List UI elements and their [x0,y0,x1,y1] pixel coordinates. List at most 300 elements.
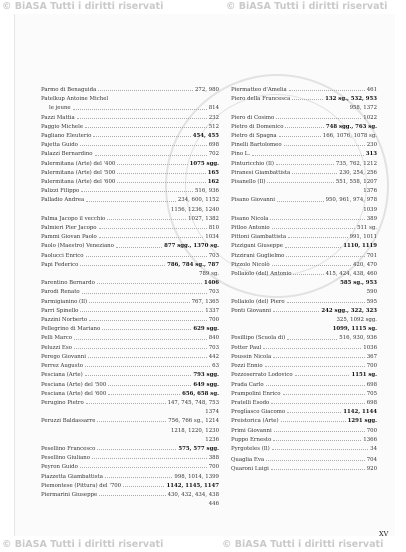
entry-name: Pajetta Guido [41,142,78,149]
entry-name: Peruzzi Baldassarre [41,418,96,425]
index-entry [231,445,377,454]
entry-pages: 704 [366,457,377,464]
index-entry [41,288,219,297]
entry-pages: 242 sgg., 322, 323 [321,307,377,314]
entry-name: Posillipo (Scuola di) [231,335,286,342]
entry-pages: 420, 470 [352,261,377,268]
dot-leader [80,311,203,312]
entry-pages: 132 sg., 532, 953 [325,96,377,103]
dot-leader [293,274,323,275]
index-entry [41,86,219,95]
entry-name: Palmieri Pier Jacopo [41,225,97,232]
index-entry [41,463,219,472]
entry-pages: 703 [208,289,219,296]
entry-name: Palermitana (Arte) del '500 [41,169,116,176]
entry-pages: 232 [208,114,219,121]
index-entry [41,242,219,251]
dot-leader [97,421,166,422]
entry-pages: 166, 1076, 1078 sg. [322,133,377,140]
entry-pages: 595 [366,298,377,305]
entry-pages: 63 [212,363,219,370]
dot-leader [252,155,364,156]
entry-name: Palermitana (Arte) del '600 [41,179,116,186]
index-entry [231,316,377,325]
entry-pages: 629 sgg. [193,326,219,333]
dot-leader [117,182,205,183]
dot-leader [89,302,189,303]
index-entry [231,334,377,343]
entry-pages: 575, 577 sgg. [178,445,219,452]
index-entry [41,206,219,215]
entry-pages: 958, 1372 [349,105,377,112]
index-entry [41,500,219,509]
index-entry [41,150,219,159]
entry-pages: 991, 1011 [349,234,377,241]
entry-name: Preistorica (Arte) [231,418,279,425]
dot-leader [99,495,165,496]
dot-leader [123,486,164,487]
dot-leader [287,302,365,303]
index-entry [41,252,219,261]
entry-pages: 1142, 1144 [343,409,377,416]
index-entry [41,371,219,380]
entry-pages: 272, 980 [194,87,219,93]
dot-leader [99,228,207,229]
entry-name: Pazzi Mattia [41,114,75,121]
entry-name: Pelli Marco [41,335,73,342]
index-entry [231,456,377,465]
dot-leader [108,385,191,386]
entry-pages: 998, 1014, 1399 [174,473,219,480]
entry-pages: 516, 930, 936 [339,335,377,342]
dot-leader [81,191,193,192]
index-entry [231,344,377,353]
entry-name: Piemontese (Pittura) del '700 [41,482,122,489]
index-entry [41,454,219,463]
entry-pages: 415, 424, 438, 460 [325,271,377,278]
dot-leader [102,329,191,330]
entry-name: Perrez Augusto [41,363,83,370]
entry-pages: 367 [366,353,377,360]
dot-leader [86,403,166,404]
dot-leader [74,348,207,349]
index-entry [231,141,377,150]
entry-pages: 1075 sgg. [189,160,219,167]
entry-pages: 748 sgg., 763 sg. [325,123,377,130]
entry-name: Pesciana (Arte) [41,372,83,379]
entry-name: Pittoni Giambattista [231,234,287,241]
entry-name: Pesciana (Arte) del '600 [41,390,107,397]
entry-name: Perugino Pietro [41,399,84,406]
watermark-text: © BiASA Tutti i diritti riservati [222,539,384,550]
entry-name: Pesellino Francesco [41,445,96,452]
dot-leader [82,293,207,294]
dot-leader [92,458,207,459]
entry-name: Quaglia Eva [231,457,265,464]
entry-name: Puppo Ernesto [231,436,272,443]
entry-name: Pietro di Domenico [231,123,284,130]
entry-pages: 1366 [363,436,377,443]
dot-leader [105,477,172,478]
book-page [14,14,395,536]
index-entry [41,298,219,307]
entry-pages: 389 [366,215,377,222]
dot-leader [266,385,365,386]
index-entry [41,114,219,123]
dot-leader [292,173,337,174]
index-entry [41,95,219,104]
index-entry [231,390,377,399]
entry-pages: 703 [208,252,219,259]
dot-leader [272,449,368,450]
entry-name: Pinelli Bartolomeo [231,142,282,149]
entry-pages: 430, 432, 434, 438 [167,491,219,498]
index-entry [231,242,377,251]
dot-leader [97,449,176,450]
index-entry [41,427,219,436]
entry-pages: 703 [208,344,219,351]
index-entry [231,325,377,334]
entry-pages: 551, 558, 1207 [335,179,377,186]
dot-leader [85,375,192,376]
entry-name: Parentino Bernardo [41,280,95,287]
index-entry [41,104,219,113]
entry-name: Paolo (Maestro) Veneziano [41,243,114,250]
entry-pages: 461 [366,87,377,93]
entry-name: Poussin Nicola [231,353,272,360]
index-entry [41,224,219,233]
index-entry [231,408,377,417]
entry-name: Palma Jacopo il vecchio [41,215,106,222]
index-entry [41,160,219,169]
dot-leader [272,265,351,266]
dot-leader [117,173,205,174]
entry-name: Parri Spinello [41,307,79,314]
index-entry [41,482,219,491]
dot-leader [272,228,355,229]
index-entry [231,187,377,196]
index-entry [231,279,377,288]
entry-name: Patelkup Antoine Michel [41,96,109,103]
entry-pages: 700 [208,317,219,324]
entry-name: Perego Giovanni [41,353,86,360]
index-entry [41,334,219,343]
entry-pages: 756, 766 sg., 1214 [168,418,219,425]
index-entry [41,187,219,196]
dot-leader [274,431,365,432]
dot-leader [86,256,207,257]
entry-pages: 700 [366,363,377,370]
index-entry [231,196,377,205]
entry-pages: 512 [208,123,219,130]
entry-name: Piazzetta Giambattista [41,473,103,480]
entry-pages: 511 sg. [357,225,377,232]
dot-leader [281,421,346,422]
index-entry [41,381,219,390]
entry-name: Primi Giovanni [231,427,272,434]
index-entry [231,160,377,169]
index-entry [231,353,377,362]
entry-name: Pisanello (Il) [231,179,266,186]
entry-pages: 786, 784 sg., 787 [167,261,219,268]
entry-pages: 789 sg. [199,271,219,278]
index-entry [231,261,377,270]
entry-name: Palladio Andrea [41,197,85,204]
index-entry [41,261,219,270]
index-entry [231,362,377,371]
entry-name: le jeune [49,105,71,112]
entry-pages: 585 sg., 953 [340,280,377,287]
dot-leader [270,219,364,220]
index-column-right [231,86,377,475]
entry-name: Paolucci Enrico [41,252,84,259]
dot-leader [271,403,364,404]
index-entry [231,233,377,242]
index-entry [41,353,219,362]
index-entry [231,399,377,408]
entry-pages: 840 [208,335,219,342]
dot-leader [98,90,193,91]
index-entry [231,427,377,436]
index-entry [41,169,219,178]
entry-pages: 1406 [203,280,219,287]
entry-name: Prada Carlo [231,381,264,388]
entry-name: Pratelli Esodo [231,399,270,406]
index-entry [231,150,377,159]
dot-leader [93,136,190,137]
index-entry [41,270,219,279]
dot-leader [284,145,365,146]
entry-pages: 1151 sg. [351,372,377,379]
dot-leader [77,118,207,119]
entry-pages: 735, 762, 1212 [335,160,377,167]
dot-leader [285,127,323,128]
index-column-left [41,86,219,509]
index-entry [41,408,219,417]
entry-name: Pisano Giovanni [231,197,275,204]
watermark-top [0,1,406,13]
index-entry [41,215,219,224]
entry-name: Piermatteo d'Amelia [231,87,287,93]
entry-name: Pollaiolo (del) Antonio [231,271,292,278]
dot-leader [287,412,341,413]
index-entry [231,417,377,426]
entry-pages: 1156, 1236, 1240 [170,206,219,213]
entry-pages: 1374 [205,409,219,416]
dot-leader [283,394,365,395]
entry-pages: 1110, 1119 [343,243,377,250]
entry-name: Ponti Giovanni [231,307,271,314]
index-entry [231,465,377,474]
entry-pages: 698 [366,381,377,388]
dot-leader [80,467,207,468]
dot-leader [289,90,365,91]
entry-name: Pitloo Antonio [231,225,270,232]
index-entry [41,390,219,399]
entry-pages: 1022 [363,114,377,121]
dot-leader [273,311,319,312]
index-entry [41,233,219,242]
entry-pages: 1034 [205,234,219,241]
index-entry [231,169,377,178]
index-entry [41,362,219,371]
index-entry [41,473,219,482]
entry-name: Parodi Renato [41,289,80,296]
dot-leader [86,201,176,202]
entry-name: Pollaiolo (del) Piero [231,298,285,305]
entry-pages: 793 sgg. [193,372,219,379]
entry-pages: 700 [208,464,219,471]
index-entry [231,436,377,445]
entry-name: Pyrgoteles (Il) [231,445,270,452]
entry-pages: 234, 600, 1152 [177,197,219,204]
entry-name: Paggio Michele [41,123,84,130]
index-entry [231,178,377,187]
entry-pages: 1236 [205,436,219,443]
entry-name: Pizzolo Nicolò [231,261,270,268]
index-entry [41,307,219,316]
entry-pages: 698 [208,142,219,149]
dot-leader [285,247,341,248]
entry-name: Peluzzi Eso [41,344,72,351]
index-entry [231,86,377,95]
entry-name: Pesellino Giuliano [41,455,91,462]
entry-pages: 34 [370,445,377,452]
dot-leader [288,237,348,238]
entry-name: Pozzi Ennio [231,363,263,370]
index-entry [41,196,219,205]
entry-pages: 767, 1365 [191,298,219,305]
entry-pages: 162 [207,179,219,186]
entry-pages: 230 [366,142,377,149]
watermark-bottom [0,539,406,551]
dot-leader [263,348,361,349]
index-entry [41,417,219,426]
dot-leader [108,394,180,395]
entry-pages: 1291 sgg. [347,418,377,425]
entry-name: Prampolini Enrico [231,390,281,397]
entry-name: Palizzi Filippo [41,188,80,195]
dot-leader [273,440,361,441]
index-entry [41,399,219,408]
entry-pages: 656, 658 sg. [182,390,219,397]
index-entry [231,95,377,104]
dot-leader [276,164,334,165]
entry-name: Piero della Francesca [231,96,291,103]
entry-pages: 702 [208,151,219,158]
index-entry [231,307,377,316]
index-entry [41,132,219,141]
index-entry [231,298,377,307]
entry-name: Pizzigani Giuseppe [231,243,283,250]
index-entry [41,344,219,353]
dot-leader [287,339,337,340]
entry-name: Pammi Giovan Paolo [41,234,97,241]
entry-pages: 700 [366,427,377,434]
dot-leader [267,182,333,183]
index-entry [41,178,219,187]
dot-leader [276,118,361,119]
dot-leader [273,357,364,358]
dot-leader [88,357,207,358]
index-entry [41,436,219,445]
entry-pages: 516, 936 [194,188,219,195]
dot-leader [89,320,207,321]
entry-name: Pesciana (Arte) del '500 [41,381,107,388]
entry-name: Quaroni Luigi [231,466,269,473]
index-entry [41,279,219,288]
entry-name: Pisano Nicola [231,215,269,222]
index-entry [231,288,377,297]
entry-name: Potter Paul [231,344,262,351]
dot-leader [292,99,323,100]
entry-pages: 1142, 1145, 1147 [166,482,219,489]
watermark-text: © BiASA Tutti i diritti riservati [2,1,164,12]
watermark-text: © BiASA Tutti i diritti riservati [2,539,164,550]
index-entry [231,123,377,132]
entry-name: Preglìasco Giacomo [231,409,286,416]
dot-leader [107,219,186,220]
dot-leader [116,247,162,248]
entry-pages: 446 [208,501,219,508]
entry-name: Parmigianino (Il) [41,298,88,305]
dot-leader [80,265,165,266]
watermark-text: © BiASA Tutti i diritti riservati [226,1,388,12]
entry-pages: 1218, 1220, 1230 [170,427,219,434]
entry-pages: 147, 745, 748, 753 [167,399,219,406]
entry-pages: 814 [208,105,219,112]
dot-leader [279,136,321,137]
entry-pages: 1036 [363,344,377,351]
entry-pages: 698 [366,399,377,406]
index-entry [231,381,377,390]
entry-pages: 920 [366,466,377,473]
entry-pages: 165 [207,169,219,176]
entry-pages: 877 sgg., 1370 sg. [164,243,219,250]
entry-name: Parmo di Benaguida [41,87,97,93]
entry-pages: 325, 1092 sgg. [336,317,377,324]
entry-pages: 649 sgg. [193,381,219,388]
dot-leader [95,155,207,156]
entry-name: Pinturicchio (Il) [231,160,275,167]
index-entry [41,325,219,334]
entry-pages: 701 [366,252,377,259]
index-entry [231,132,377,141]
dot-leader [85,127,207,128]
entry-name: Piranesi Giambattista [231,169,291,176]
index-entry [231,114,377,123]
index-entry [231,215,377,224]
index-entry [231,206,377,215]
dot-leader [74,339,207,340]
index-entry [41,445,219,454]
dot-leader [99,237,203,238]
entry-name: Pellegrino di Mariano [41,326,101,333]
dot-leader [271,469,365,470]
entry-name: Palermitana (Arte) del '400 [41,160,116,167]
dot-leader [295,375,350,376]
index-entry [231,224,377,233]
entry-pages: 1039 [363,206,377,213]
entry-name: Papi Federico [41,261,79,268]
dot-leader [80,145,207,146]
entry-name: Pizzirani Guglielmo [231,252,285,259]
entry-name: Pagliano Eleuterio [41,133,92,140]
dot-leader [97,283,202,284]
index-entry [231,371,377,380]
entry-pages: 1337 [205,307,219,314]
page-number: XV [379,530,389,538]
